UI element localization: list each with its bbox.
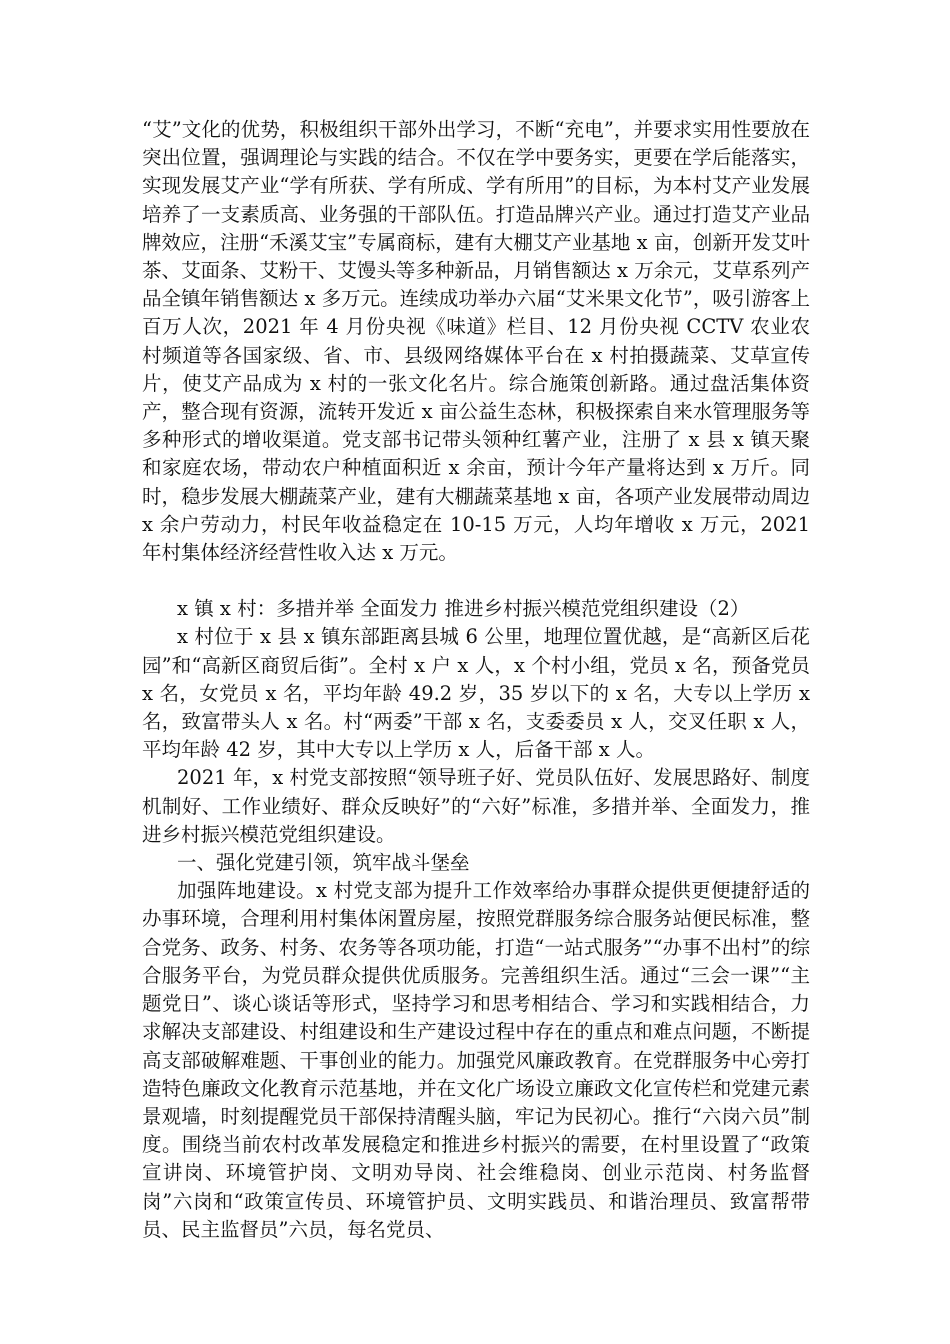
article-title: x 镇 x 村：多措并举 全面发力 推进乡村振兴模范党组织建设（2）	[177, 597, 750, 621]
paragraph-industry: “艾”文化的优势，积极组织干部外出学习，不断“充电”，并要求实用性要放在突出位置，强调理论与实践的结合。不仅在学中要务实，更要在学后能落实，实现发展艾产业“学有所获、学有所成、学有所用”的目标，为本村艾产业发展培养了一支素质高、业务强的干部队伍。打造品牌兴产业。通过打造艾产业品牌效应，注册“禾溪艾宝”专属商标，建有大棚艾产业基地 x 亩，创新开发艾叶茶、艾面条、艾粉干、艾馒头等多种新品，月销售额达 x 万余元，艾草系列产品全镇年销售额达 x 多万元。连续成功举办六届“艾米果文化节”，吸引游客上百万人次，2021 年 4 月份央视《味道》栏目、12 月份央视 CCTV 农业农村频道等各国家级、省、市、县级网络媒体平台在 x 村拍摄蔬菜、艾草宣传片，使艾产品成为 x 村的一张文化名片。综合施策创新路。通过盘活集体资产，整合现有资源，流转开发近 x 亩公益生态林，积极探索自来水管理服务等多种形式的增收渠道。党支部书记带头领种红薯产业，注册了 x 县 x 镇天聚和家庭农场，带动农户种植面积近 x 余亩，预计今年产量将达到 x 万斤。同时，稳步发展大棚蔬菜产业，建有大棚蔬菜基地 x 亩，各项产业发展带动周边 x 余户劳动力，村民年收益稳定在 10-15 万元，人均年增收 x 万元，2021 年村集体经济经营性收入达 x 万元。	[142, 118, 810, 565]
paragraph-village-overview: x 村位于 x 县 x 镇东部距离县城 6 公里，地理位置优越，是“高新区后花园”和“高新区商贸后街”。全村 x 户 x 人，x 个村小组，党员 x 名，预备党员 x 名，女党员 x 名，平均年龄 49.2 岁，35 岁以下的 x 名，大专以上学历 x 名，致富带头人 x 名。村“两委”干部 x 名，支委委员 x 人，交叉任职 x 人，平均年龄 42 岁，其中大专以上学历 x 人，后备干部 x 人。	[142, 625, 810, 762]
paragraph-gap	[142, 567, 810, 595]
section-heading-1: 一、强化党建引领，筑牢战斗堡垒	[177, 851, 470, 875]
paragraph-position-building: 加强阵地建设。x 村党支部为提升工作效率给办事群众提供更便捷舒适的办事环境，合理利用村集体闲置房屋，按照党群服务综合服务站便民标准，整合党务、政务、村务、农务等各项功能，打造“一站式服务”“办事不出村”的综合服务平台，为党员群众提供优质服务。完善组织生活。通过“三会一课”“主题党日”、谈心谈话等形式，坚持学习和思考相结合、学习和实践相结合，力求解决支部建设、村组建设和生产建设过程中存在的重点和难点问题，不断提高支部破解难题、干事创业的能力。加强党风廉政教育。在党群服务中心旁打造特色廉政文化教育示范基地，并在文化广场设立廉政文化宣传栏和党建元素景观墙，时刻提醒党员干部保持清醒头脑，牢记为民初心。推行“六岗六员”制度。围绕当前农村改革发展稳定和推进乡村振兴的需要，在村里设置了“政策宣讲岗、环境管护岗、文明劝导岗、社会维稳岗、创业示范岗、村务监督岗”六岗和“政策宣传员、环境管护员、文明实践员、和谐治理员、致富帮带员、民主监督员”六员，每名党员、	[142, 879, 810, 1241]
document-body	[142, 116, 810, 1244]
paragraph-party-branch: 2021 年，x 村党支部按照“领导班子好、党员队伍好、发展思路好、制度机制好、工作业绩好、群众反映好”的“六好”标准，多措并举、全面发力，推进乡村振兴模范党组织建设。	[142, 766, 810, 846]
